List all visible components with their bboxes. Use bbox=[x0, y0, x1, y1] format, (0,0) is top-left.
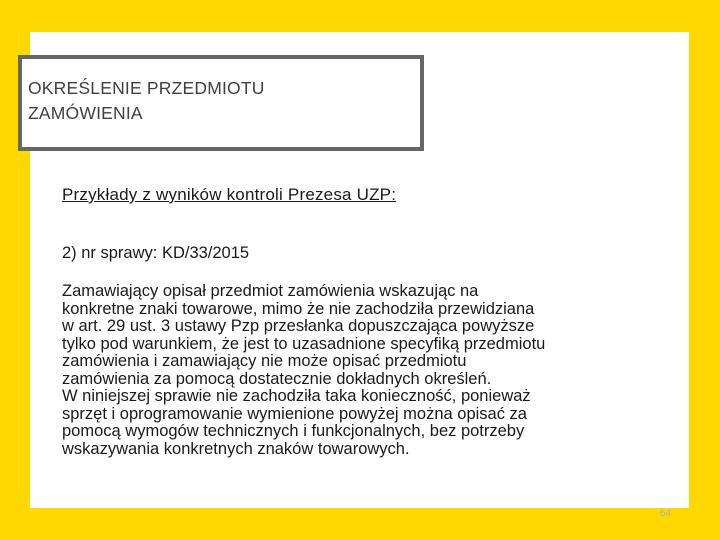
body-line: tylko pod warunkiem, że jest to uzasadnione specyfiką przedmiotu bbox=[62, 334, 546, 353]
body-text bbox=[62, 283, 662, 458]
body-line: Zamawiający opisał przedmiot zamówienia wskazując na bbox=[62, 282, 479, 300]
body-line: zamówienia i zamawiający nie może opisać przedmiotu bbox=[62, 352, 467, 370]
body-line: konkretne znaki towarowe, mimo że nie zachodziła przewidziana bbox=[62, 299, 535, 318]
body-line: pomocą wymogów technicznych i funkcjonalnych, bez potrzeby bbox=[62, 422, 525, 440]
case-number: 2) nr sprawy: KD/33/2015 bbox=[62, 244, 250, 262]
body-line: W niniejszej sprawie nie zachodziła taka konieczność, ponieważ bbox=[62, 387, 531, 405]
body-line: wskazywania konkretnych znaków towarowych. bbox=[62, 439, 410, 458]
title-line-2: ZAMÓWIENIA bbox=[28, 103, 143, 123]
body-line: sprzęt i oprogramowanie wymienione powyżej można opisać za bbox=[62, 404, 527, 423]
body-line: zamówienia za pomocą dostatecznie dokładnych określeń. bbox=[62, 369, 492, 388]
title-line-1: OKREŚLENIE PRZEDMIOTU bbox=[28, 78, 265, 98]
subtitle: Przykłady z wyników kontroli Prezesa UZP: bbox=[62, 185, 397, 204]
body-line: w art. 29 ust. 3 ustawy Pzp przesłanka dopuszczająca powyższe bbox=[62, 317, 535, 335]
page-number: 64 bbox=[660, 508, 672, 519]
slide-title bbox=[28, 76, 408, 126]
